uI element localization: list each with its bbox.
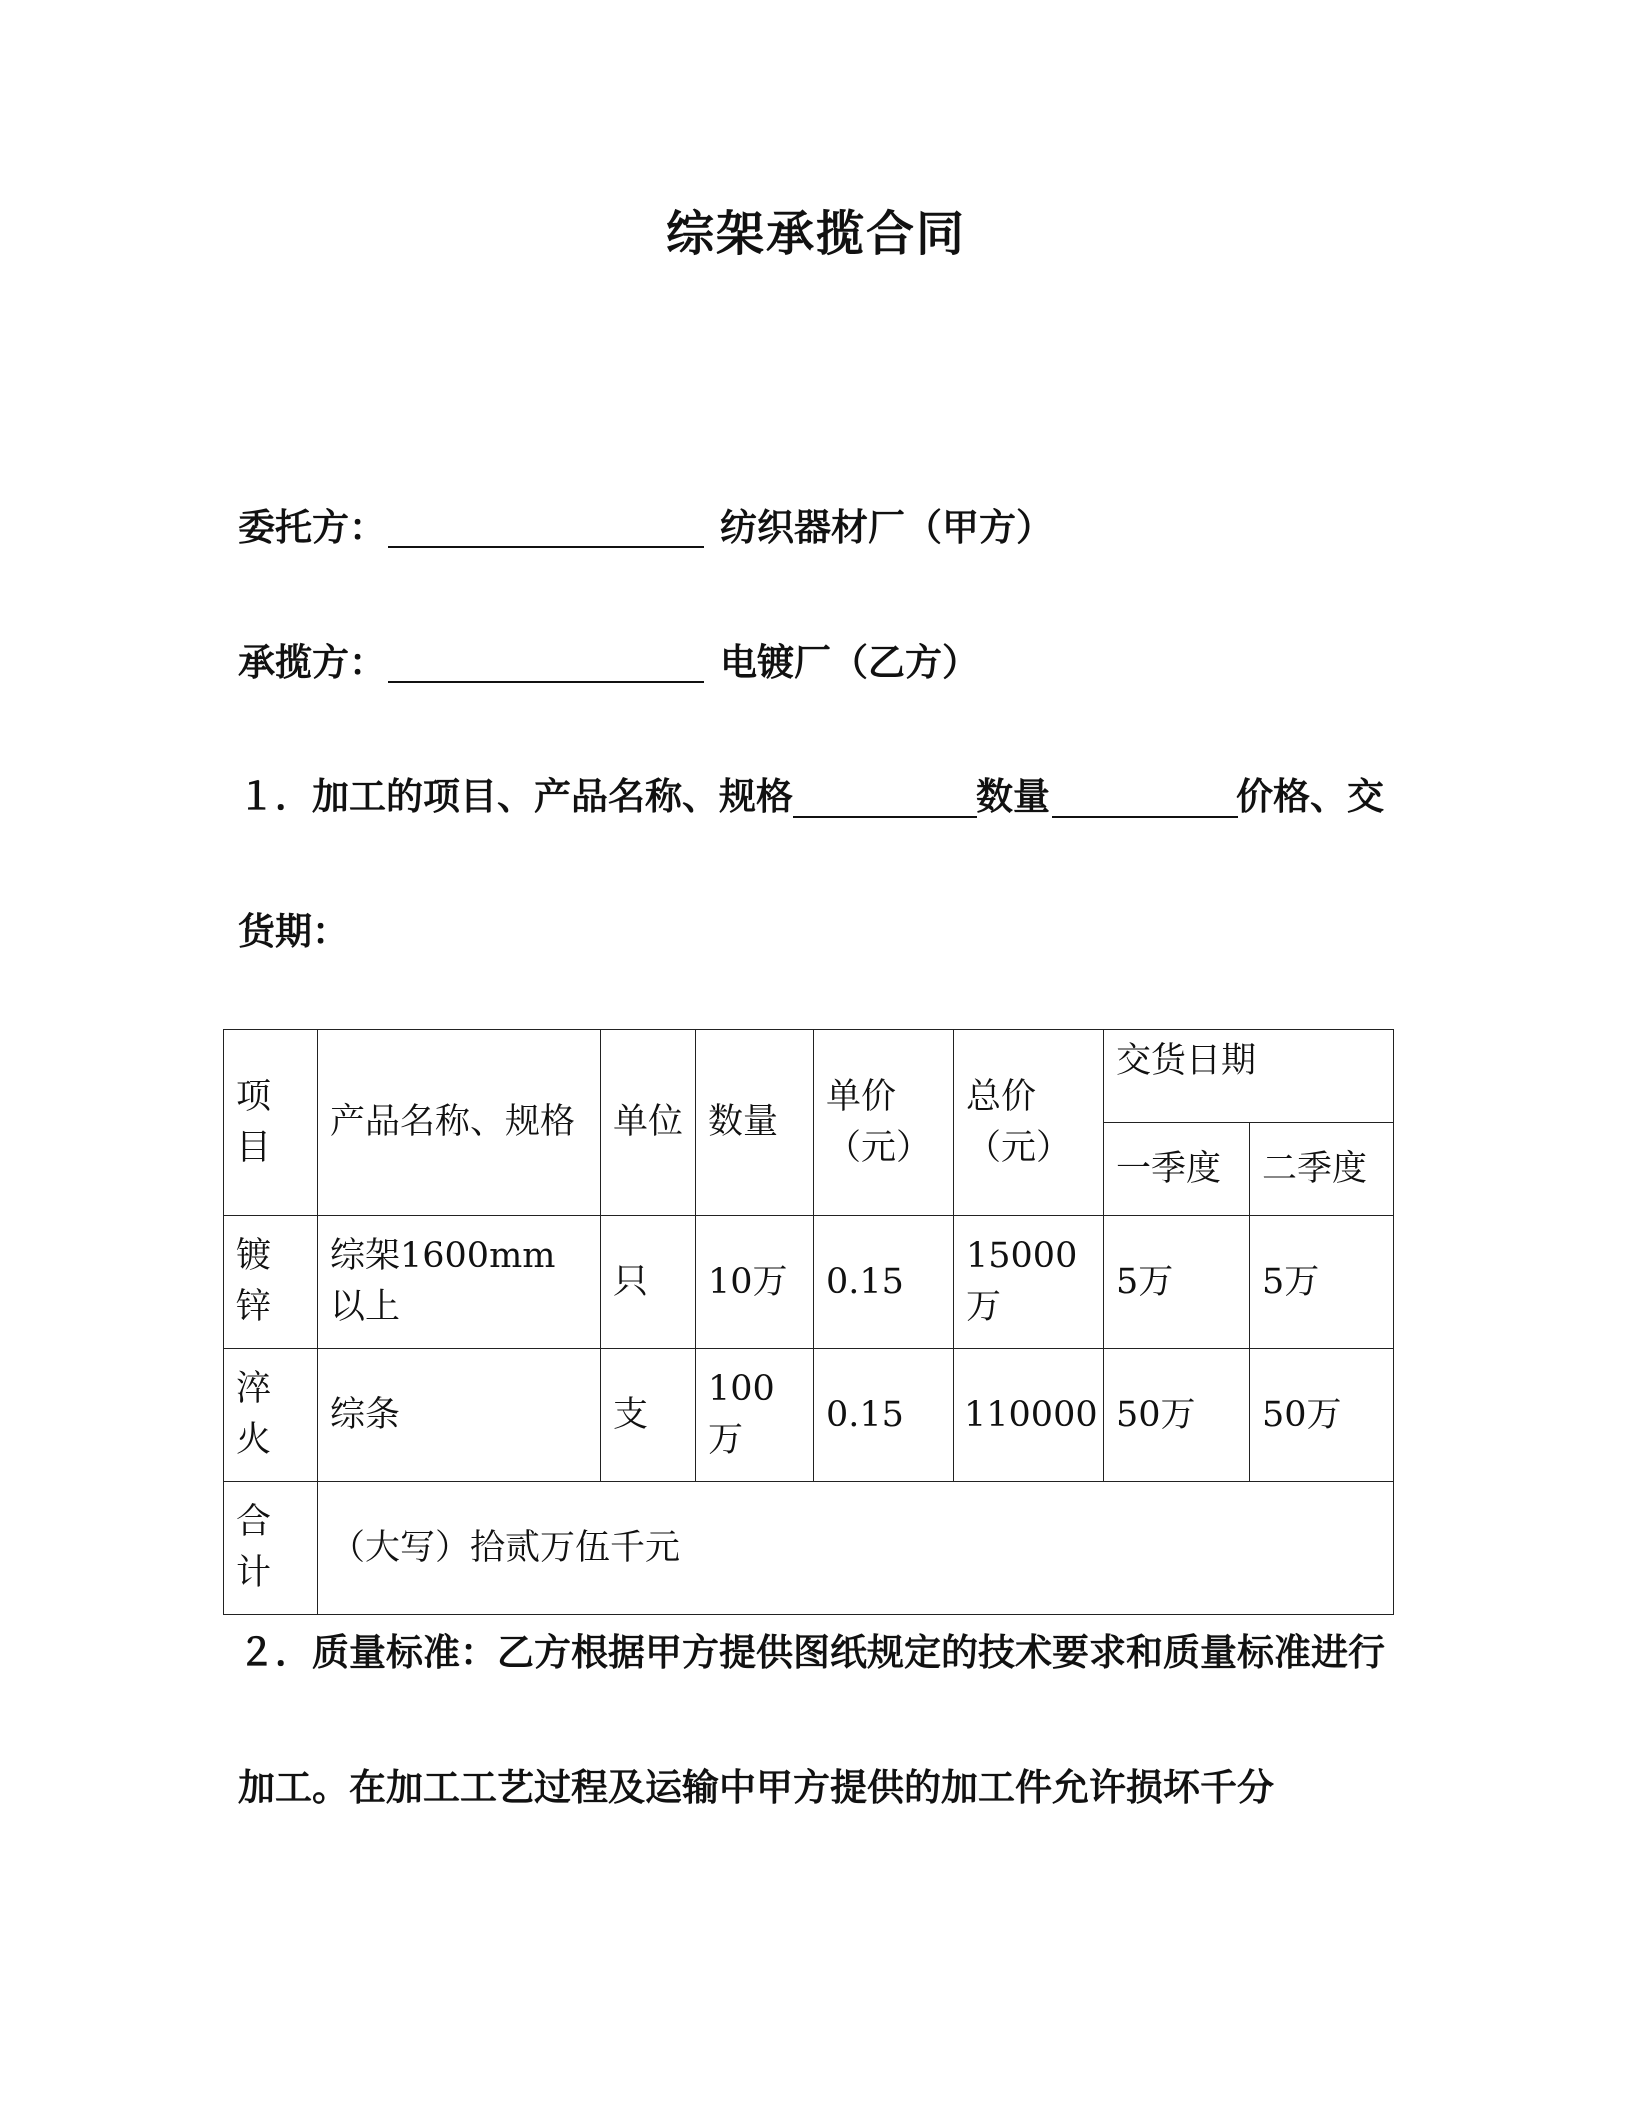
cell-total: 15000万 (954, 1216, 1104, 1349)
clause1-text-d: 货期： (238, 910, 349, 953)
cell-product: 综条 (318, 1349, 601, 1482)
cell-q2: 5万 (1250, 1216, 1394, 1349)
client-blank-line (388, 546, 704, 548)
cell-unit: 支 (601, 1349, 696, 1482)
header-item: 项目 (224, 1030, 318, 1216)
header-total-price: 总价（元） (954, 1030, 1104, 1216)
contractor-label: 承揽方： (238, 641, 386, 684)
cell-quantity: 10万 (696, 1216, 814, 1349)
clause2-line2: 加工。在加工工艺过程及运输中甲方提供的加工件允许损坏千分 (238, 1766, 1274, 1809)
cell-sum-value: （大写）拾贰万伍千元 (318, 1482, 1394, 1615)
cell-unit-price: 0.15 (814, 1216, 954, 1349)
clause1-text-a: １．加工的项目、产品名称、规格 (238, 775, 793, 818)
clause1-text-b: 数量 (976, 775, 1050, 818)
cell-product: 综架1600mm以上 (318, 1216, 601, 1349)
cell-item: 镀锌 (224, 1216, 318, 1349)
cell-q2: 50万 (1250, 1349, 1394, 1482)
header-q2: 二季度 (1250, 1123, 1394, 1216)
clause2-line1: ２．质量标准：乙方根据甲方提供图纸规定的技术要求和质量标准进行 (238, 1631, 1385, 1674)
cell-q1: 50万 (1104, 1349, 1250, 1482)
cell-quantity: 100万 (696, 1349, 814, 1482)
quantity-blank-line (1052, 816, 1238, 818)
client-label: 委托方： (238, 506, 386, 549)
header-unit: 单位 (601, 1030, 696, 1216)
table-row (224, 1216, 1394, 1349)
document-title: 综架承揽合同 (665, 206, 966, 262)
table-row-total (224, 1482, 1394, 1615)
header-product: 产品名称、规格 (318, 1030, 601, 1216)
spec-blank-line (793, 816, 977, 818)
clause1-text-c: 价格、交 (1236, 775, 1384, 818)
quotation-table (223, 1029, 1394, 1615)
cell-q1: 5万 (1104, 1216, 1250, 1349)
contractor-blank-line (388, 681, 704, 683)
client-name: 纺织器材厂（甲方） (720, 506, 1053, 549)
cell-sum-label: 合计 (224, 1482, 318, 1615)
header-unit-price: 单价（元） (814, 1030, 954, 1216)
header-delivery-date: 交货日期 (1104, 1030, 1394, 1123)
cell-total: 110000 (954, 1349, 1104, 1482)
cell-unit-price: 0.15 (814, 1349, 954, 1482)
cell-item: 淬火 (224, 1349, 318, 1482)
table-row (224, 1349, 1394, 1482)
contractor-name: 电镀厂（乙方） (720, 641, 979, 684)
cell-unit: 只 (601, 1216, 696, 1349)
header-quantity: 数量 (696, 1030, 814, 1216)
header-q1: 一季度 (1104, 1123, 1250, 1216)
